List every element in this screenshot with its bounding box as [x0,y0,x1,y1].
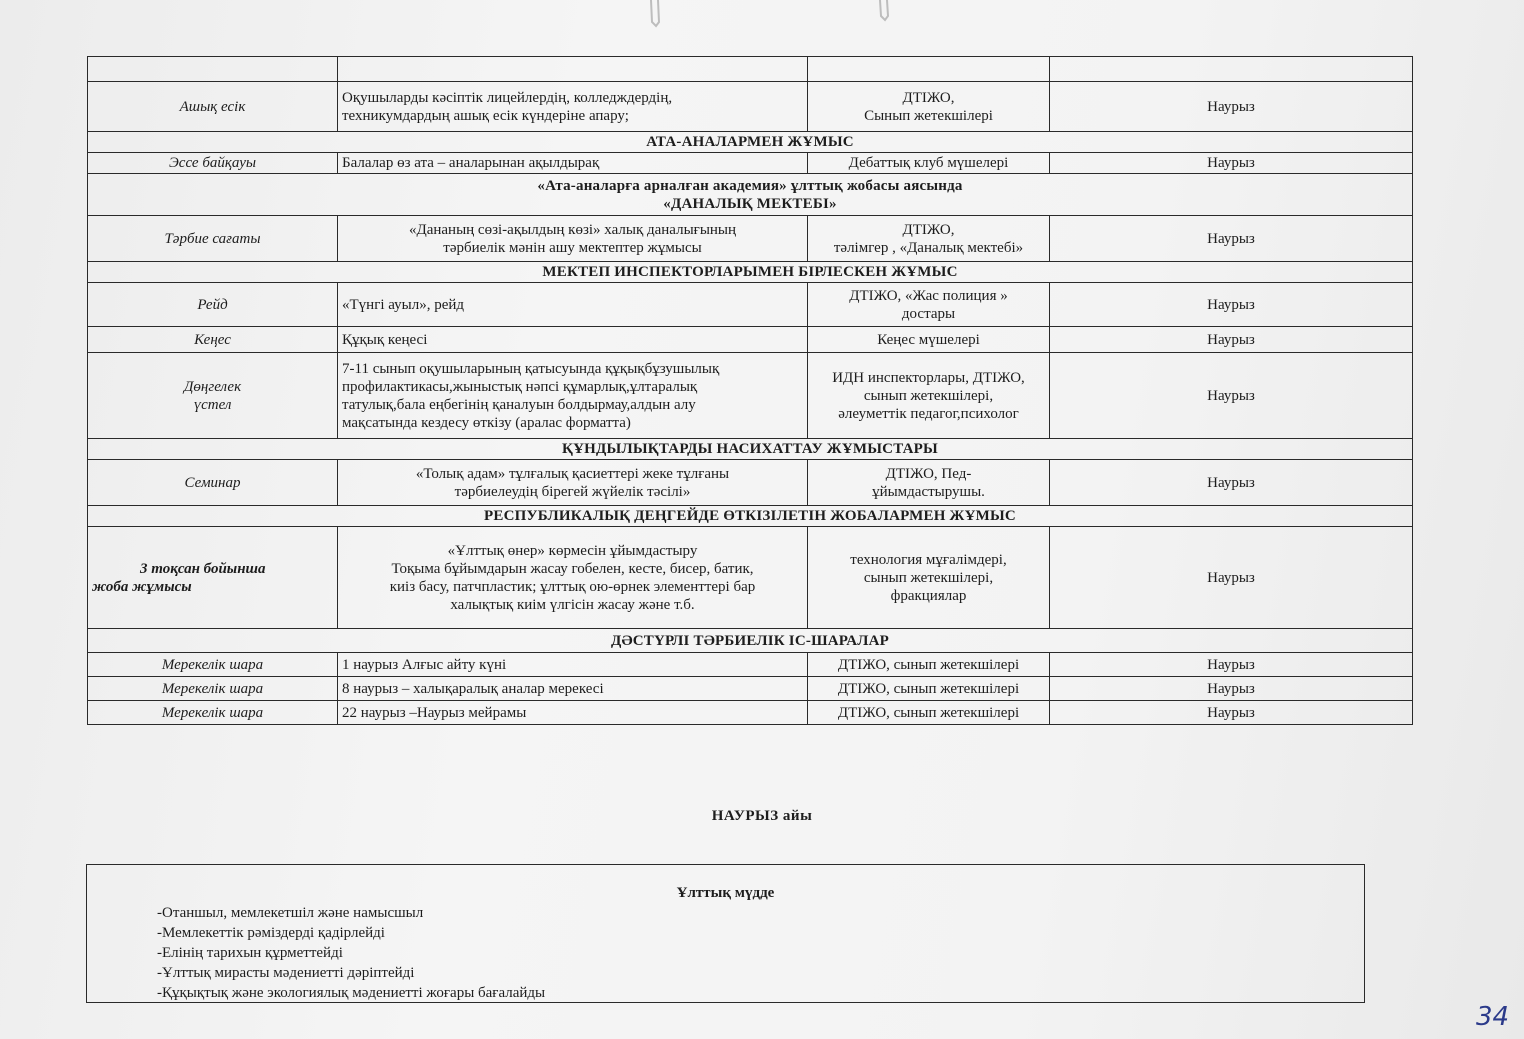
responsible-cell [808,82,1050,132]
event-content-cell [338,677,808,701]
table-row [88,460,1413,506]
table-row [88,327,1413,353]
event-content-cell [338,153,808,174]
responsible-line: ИДН инспекторлары, ДТІЖО, [832,369,1025,386]
responsible-cell [808,153,1050,174]
section-header-row [88,439,1413,460]
values-item: -Ұлттық мирасты мәдениетті дәріптейді [157,965,415,981]
responsible-line: ДТІЖО, «Жас полиция » [849,287,1008,304]
responsible-line: Сынып жетекшілері [864,107,993,124]
event-content-cell [338,353,808,439]
binder-clip [648,0,662,28]
responsible-line: Кеңес мүшелері [877,331,980,348]
section-title-line: «Ата-аналарға арналған академия» ұлттық жобасы аясында [537,177,963,194]
event-content-line: Тоқыма бұйымдарын жасау гобелен, кесте, бисер, батик, [391,560,754,577]
values-item: -Отаншыл, мемлекетшіл және намысшыл [157,905,424,921]
event-content-line: техникумдардың ашық есік күндеріне апару; [342,107,629,124]
responsible-cell [808,327,1050,353]
event-content-cell [338,82,808,132]
event-content-line: «Түнгі ауыл», рейд [342,296,465,313]
responsible-line: ұйымдастырушы. [872,483,985,500]
values-item: -Құқықтық және экологиялық мәдениетті жоғары бағалайды [157,985,546,1001]
section-title [88,174,1413,216]
responsible-cell [808,283,1050,327]
event-content-line: Құқық кеңесі [342,331,428,348]
event-content-cell [338,527,808,629]
responsible-line: тәлімгер , «Даналық мектебі» [833,239,1024,256]
responsible-cell [808,353,1050,439]
responsible-line: фракциялар [890,587,967,604]
responsible-line: ДТІЖО, сынып жетекшілері [837,680,1020,697]
responsible-line: ДТІЖО, сынып жетекшілері [837,656,1020,673]
section-header-row [88,174,1413,216]
deadline-cell: Наурыз [1050,527,1413,629]
event-content-line: 22 наурыз –Наурыз мейрамы [342,704,527,721]
section-title [88,506,1413,527]
responsible-line: ДТІЖО, [902,89,955,106]
deadline-cell: Наурыз [1050,701,1413,725]
event-content-cell [338,701,808,725]
table-row [88,283,1413,327]
table-row [88,353,1413,439]
deadline-cell: Наурыз [1050,153,1413,174]
event-form-cell: Мерекелік шара [88,677,338,701]
binder-clip [877,0,891,28]
table-row [88,677,1413,701]
values-item: -Мемлекеттік рәміздерді қадірлейді [157,925,385,941]
event-form-cell: Семинар [88,460,338,506]
responsible-cell [808,677,1050,701]
responsible-cell [808,653,1050,677]
event-content-line: 1 наурыз Алғыс айту күні [342,656,507,673]
empty-cell [338,57,808,82]
values-box [86,864,1365,1003]
event-content-line: «Толық адам» тұлғалық қасиеттері жеке тұлғаны [415,465,730,482]
deadline-cell: Наурыз [1050,283,1413,327]
section-title-line: «ДАНАЛЫҚ МЕКТЕБІ» [663,195,837,212]
section-title [88,629,1413,653]
responsible-line: әлеуметтік педагог,психолог [838,405,1019,422]
event-form-cell: Эссе байқауы [88,153,338,174]
section-header-row [88,629,1413,653]
section-title [88,262,1413,283]
table-row [88,701,1413,725]
section-title-line: ҚҰНДЫЛЫҚТАРДЫ НАСИХАТТАУ ЖҰМЫСТАРЫ [562,441,938,457]
event-content-line: Балалар өз ата – аналарынан ақылдырақ [342,155,600,171]
responsible-cell [808,527,1050,629]
responsible-line: Дебаттық клуб мүшелері [848,155,1009,171]
section-header-row [88,506,1413,527]
responsible-line: сынып жетекшілері, [863,387,994,404]
event-content-line: 7-11 сынып оқушыларының қатысуында құқықбұзушылық [342,360,720,377]
responsible-line: достары [901,305,956,322]
deadline-cell: Наурыз [1050,216,1413,262]
deadline-cell: Наурыз [1050,677,1413,701]
event-form-cell: Кеңес [88,327,338,353]
event-form-cell: Ашық есік [88,82,338,132]
event-content-cell [338,283,808,327]
event-form-cell: Мерекелік шара [88,653,338,677]
responsible-line: технология мұғалімдері, [850,551,1007,568]
table-row [88,216,1413,262]
section-title [88,439,1413,460]
month-title: НАУРЫЗ айы [711,808,813,824]
section-header-row [88,132,1413,153]
event-content-cell [338,460,808,506]
empty-cell [808,57,1050,82]
page-number: 34 [1476,1002,1510,1032]
event-plan-table [87,56,1413,725]
responsible-line: ДТІЖО, Пед- [885,465,972,482]
event-content-line: халықтық киім үлгісін жасау және т.б. [450,596,695,613]
responsible-cell [808,460,1050,506]
section-title-line: МЕКТЕП ИНСПЕКТОРЛАРЫМЕН БІРЛЕСКЕН ЖҰМЫС [542,264,958,280]
event-form-cell: Мерекелік шара [88,701,338,725]
table-row [88,527,1413,629]
deadline-cell: Наурыз [1050,327,1413,353]
event-form-cell [88,353,338,439]
responsible-line: ДТІЖО, сынып жетекшілері [837,704,1020,721]
table-row [88,82,1413,132]
event-form-line: 3 тоқсан бойынша [140,560,266,577]
event-form-cell [88,527,338,629]
event-content-line: 8 наурыз – халықаралық аналар мерекесі [342,680,604,697]
section-title-line: РЕСПУБЛИКАЛЫҚ ДЕҢГЕЙДЕ ӨТКІЗІЛЕТІН ЖОБАЛАРМЕН ЖҰМЫС [484,508,1016,524]
responsible-line: сынып жетекшілері, [863,569,994,586]
section-title-line: АТА-АНАЛАРМЕН ЖҰМЫС [646,134,854,150]
event-content-line: киіз басу, патчпластик; ұлттық ою-өрнек элементтері бар [389,578,756,595]
event-form-cell: Тәрбие сағаты [88,216,338,262]
event-form-cell: Рейд [88,283,338,327]
event-content-line: тәрбиелік мәнін ашу мектептер жұмысы [443,239,702,256]
values-list [157,903,545,1003]
table-row [88,653,1413,677]
table-row [88,57,1413,82]
event-content-line: Оқушыларды кәсіптік лицейлердің, колледждердің, [342,89,673,106]
event-content-line: «Дананың сөзі-ақылдың көзі» халық даналығының [408,221,737,238]
event-form-line: жоба жұмысы [92,578,192,595]
event-form-line: үстел [193,396,232,413]
event-content-line: профилактикасы,жыныстық нәпсі құмарлық,ұлтаралық [342,378,698,395]
section-title [88,132,1413,153]
event-content-line: татулық,бала еңбегінің қаналуын болдырмау,алдын алу [342,396,696,413]
event-content-line: тәрбиелеудің бірегей жүйелік тәсілі» [454,483,691,500]
deadline-cell: Наурыз [1050,82,1413,132]
empty-cell [88,57,338,82]
event-content-cell [338,653,808,677]
deadline-cell: Наурыз [1050,653,1413,677]
deadline-cell: Наурыз [1050,353,1413,439]
event-content-cell [338,216,808,262]
values-box-title: Ұлттық мүдде [676,885,775,901]
empty-cell [1050,57,1413,82]
responsible-cell [808,216,1050,262]
event-content-line: мақсатында кездесу өткізу (аралас форматта) [342,414,631,431]
event-content-cell [338,327,808,353]
table-row [88,153,1413,174]
responsible-line: ДТІЖО, [902,221,955,238]
event-form-line: Дөңгелек [183,378,242,395]
event-content-line: «Ұлттық өнер» көрмесін ұйымдастыру [447,542,698,559]
deadline-cell: Наурыз [1050,460,1413,506]
section-header-row [88,262,1413,283]
values-item: -Елінің тарихын құрметтейді [157,945,343,961]
responsible-cell [808,701,1050,725]
section-title-line: ДӘСТҮРЛІ ТӘРБИЕЛІК ІС-ШАРАЛАР [610,632,890,649]
